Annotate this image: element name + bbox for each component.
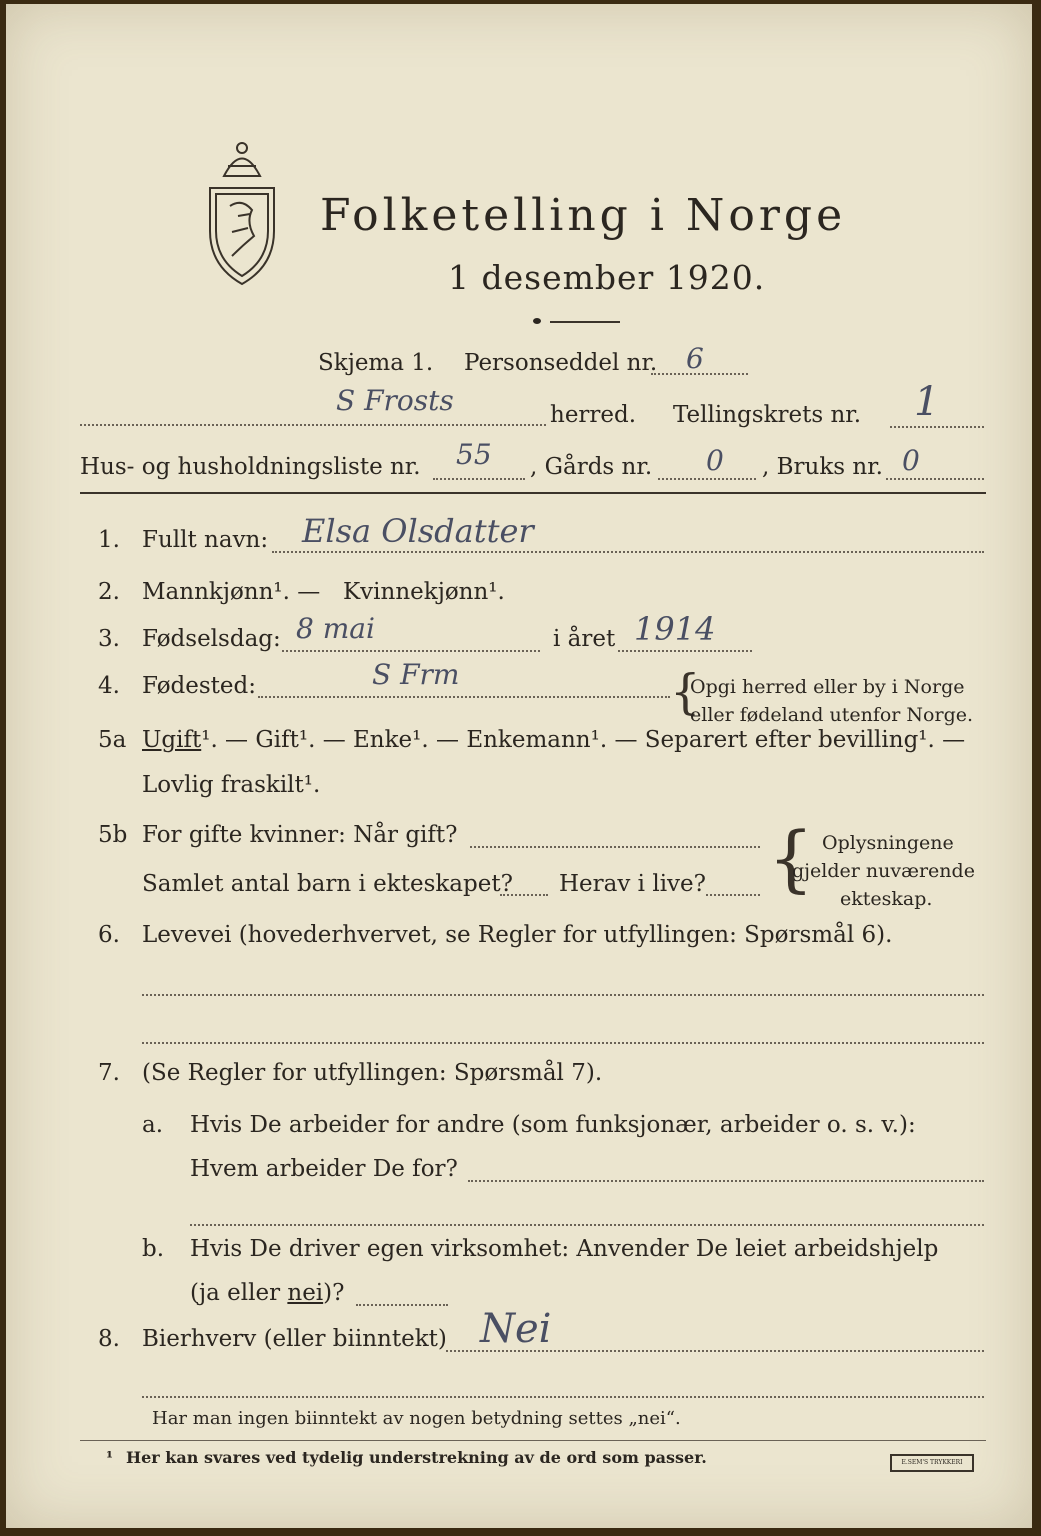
q5a-line2: Lovlig fraskilt¹. <box>142 772 321 798</box>
side-income-value: Nei <box>480 1306 552 1352</box>
bruks-field <box>886 478 984 480</box>
bruks-label: , Bruks nr. <box>762 454 883 480</box>
q3-number: 3. <box>98 626 120 652</box>
footnote-text: Her kan svares ved tydelig understrekning av de ord som passer. <box>126 1448 707 1467</box>
q3-label: Fødselsdag: <box>142 626 281 652</box>
tellingskrets-value: 1 <box>914 379 940 425</box>
q7-number: 7. <box>98 1060 120 1086</box>
header-rule <box>80 492 986 494</box>
q4-label: Fødested: <box>142 673 257 699</box>
birthplace-field <box>258 696 670 698</box>
occupation-field-2 <box>142 1042 984 1044</box>
herred-label: herred. <box>550 402 637 428</box>
q5b-label3: Herav i live? <box>559 871 706 897</box>
q7b-suffix: )? <box>323 1280 345 1306</box>
q5b-brace: { <box>768 816 814 900</box>
printer-stamp: E.SEM'S TRYKKERI <box>890 1454 974 1472</box>
married-date-field <box>470 846 760 848</box>
q7a-text: Hvis De arbeider for andre (som funksjonær, arbeider o. s. v.): <box>190 1112 916 1138</box>
footer-note: Har man ingen biinntekt av nogen betydning settes „nei“. <box>152 1408 681 1429</box>
q4-number: 4. <box>98 673 120 699</box>
children-alive-field <box>706 894 760 896</box>
ugift-option: Ugift <box>142 727 202 753</box>
full-name-value: Elsa Olsdatter <box>302 512 534 550</box>
q8-label: Bierhverv (eller biinntekt) <box>142 1326 447 1352</box>
census-date: 1 desember 1920. <box>448 258 766 297</box>
q1-number: 1. <box>98 527 120 553</box>
herred-field <box>80 424 546 426</box>
personseddel-label: Personseddel nr. <box>464 350 658 376</box>
gards-value: 0 <box>706 444 724 477</box>
full-name-field <box>272 551 984 553</box>
gards-label: , Gårds nr. <box>530 454 653 480</box>
q5b-label2: Samlet antal barn i ekteskapet? <box>142 871 513 897</box>
q7a-question: Hvem arbeider De for? <box>190 1156 458 1182</box>
coat-of-arms-icon <box>202 136 282 286</box>
q3-year-label: i året <box>553 626 616 652</box>
q2-female: Kvinnekjønn¹. <box>343 579 505 605</box>
husliste-label: Hus- og husholdningsliste nr. <box>80 454 421 480</box>
birthday-value: 8 mai <box>296 612 375 645</box>
separator-dot <box>533 318 541 324</box>
employer-field <box>468 1180 984 1182</box>
q7b-number: b. <box>142 1236 165 1262</box>
personseddel-value: 6 <box>686 342 704 375</box>
side-income-field-2 <box>142 1396 984 1398</box>
footnote-number: ¹ <box>106 1448 114 1467</box>
q5a-number: 5a <box>98 727 127 753</box>
children-count-field <box>500 894 548 896</box>
q5b-note2: gjelder nuværende <box>792 860 975 882</box>
q5a-line1 <box>142 727 965 753</box>
occupation-field-1 <box>142 994 984 996</box>
skjema-label: Skjema 1. <box>318 350 434 376</box>
q5b-note1: Oplysningene <box>822 832 954 854</box>
q8-number: 8. <box>98 1326 120 1352</box>
q7b-prefix: (ja eller <box>190 1280 288 1306</box>
q4-brace: { <box>670 664 701 720</box>
q2-male: Mannkjønn¹. — <box>142 579 321 605</box>
hired-help-field <box>356 1304 448 1306</box>
q5b-number: 5b <box>98 822 128 848</box>
tellingskrets-label: Tellingskrets nr. <box>673 402 862 428</box>
gards-field <box>658 478 756 480</box>
title-separator <box>550 321 620 323</box>
census-form <box>6 4 1032 1528</box>
tellingskrets-field <box>890 426 984 428</box>
employer-field-2 <box>190 1224 984 1226</box>
nei-option: nei <box>287 1280 324 1306</box>
birth-year-field <box>618 650 752 652</box>
birthday-field <box>282 650 540 652</box>
q7-label: (Se Regler for utfyllingen: Spørsmål 7). <box>142 1060 603 1086</box>
footer-rule <box>80 1440 986 1441</box>
q1-label: Fullt navn: <box>142 527 269 553</box>
husliste-value: 55 <box>456 438 492 471</box>
marital-options: ¹. — Gift¹. — Enke¹. — Enkemann¹. — Separert efter bevilling¹. — <box>201 727 966 753</box>
birth-year-value: 1914 <box>634 610 716 648</box>
herred-value: S Frosts <box>336 384 454 417</box>
q7b-question <box>190 1280 344 1306</box>
q7a-number: a. <box>142 1112 164 1138</box>
husliste-field <box>433 478 525 480</box>
q6-label: Levevei (hovederhvervet, se Regler for utfyllingen: Spørsmål 6). <box>142 922 893 948</box>
q6-number: 6. <box>98 922 120 948</box>
birthplace-value: S Frm <box>372 658 460 691</box>
q7b-text: Hvis De driver egen virksomhet: Anvender De leiet arbeidshjelp <box>190 1236 939 1262</box>
q4-note-line1: Opgi herred eller by i Norge <box>690 676 965 698</box>
page-title: Folketelling i Norge <box>320 190 847 241</box>
q4-note-line2: eller fødeland utenfor Norge. <box>690 704 974 726</box>
q5b-label1: For gifte kvinner: Når gift? <box>142 822 458 848</box>
q2-number: 2. <box>98 579 120 605</box>
q5b-note3: ekteskap. <box>840 888 933 910</box>
bruks-value: 0 <box>902 444 920 477</box>
